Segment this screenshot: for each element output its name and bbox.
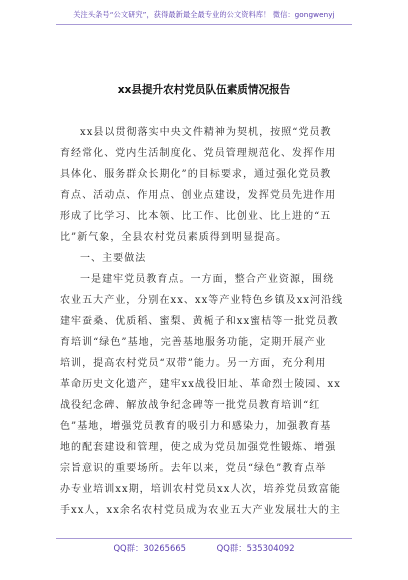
body-line: xx县以贯彻落实中央文件精神为契机，按照“党员教 [80,127,332,138]
body-line: 农业五大产业，分别在xx、xx等产业特色乡镇及xx河沿线 [60,295,344,306]
body-line: 革命历史文化遗产，建牢xx战役旧址、革命烈士陵园、xx [60,379,341,390]
header-divider [56,24,352,25]
body-line: 宗旨意识的重要场所。去年以来，党员“绿色”教育点举 [60,463,327,474]
document-body [60,122,352,521]
document-title: xx县提升农村党员队伍素质情况报告 [117,84,291,96]
header-banner: 关注头条号“公文研究”，获得最新最全最专业的公文资料库！ 微信：gongwenyj [73,10,335,19]
body-line: 办专业培训xx期，培训农村党员xx人次，培养党员致富能 [60,484,341,495]
body-line: 地的配套建设和管理，使之成为党员加强党性锻炼、增强 [60,442,337,453]
footer-qq-group-2: QQ群：535304092 [216,543,295,553]
body-line: 色”基地，增强党员教育的吸引力和感染力，加强教育基 [60,421,332,432]
footer-qq-group-1: QQ群：30265665 [113,543,186,553]
body-line: 建牢蚕桑、优质稻、蜜梨、黄栀子和xx蜜桔等一批党员教 [60,316,339,327]
body-line: 战役纪念碑、解放战争纪念碑等一批党员教育培训“红 [60,400,321,411]
body-line: 培训，提高农村党员“双带”能力。另一方面，充分利用 [60,358,327,369]
body-line: 育经常化、党内生活制度化、党员管理规范化、发挥作用 [60,148,337,159]
body-line: 育培训“绿色”基地，完善基地服务功能，定期开展产业 [60,337,327,348]
body-line: 一是建牢党员教育点。一方面，整合产业资源，围绕 [80,274,335,285]
footer-contact [0,542,408,554]
body-line: 育点、活动点、作用点、创业点建设，发挥党员先进作用 [60,190,337,201]
section-heading: 一、主要做法 [80,253,147,264]
body-line: 手xx人，xx余名农村党员成为农业五大产业发展壮大的主 [60,505,341,516]
footer-divider [56,538,352,539]
body-line: 形成了比学习、比本领、比工作、比创业、比上进的“五 [60,211,332,222]
body-line: 具体化、服务群众长期化”的目标要求，通过强化党员教 [60,169,332,180]
body-line: 比”新气象，全县农村党员素质得到明显提高。 [60,232,288,243]
